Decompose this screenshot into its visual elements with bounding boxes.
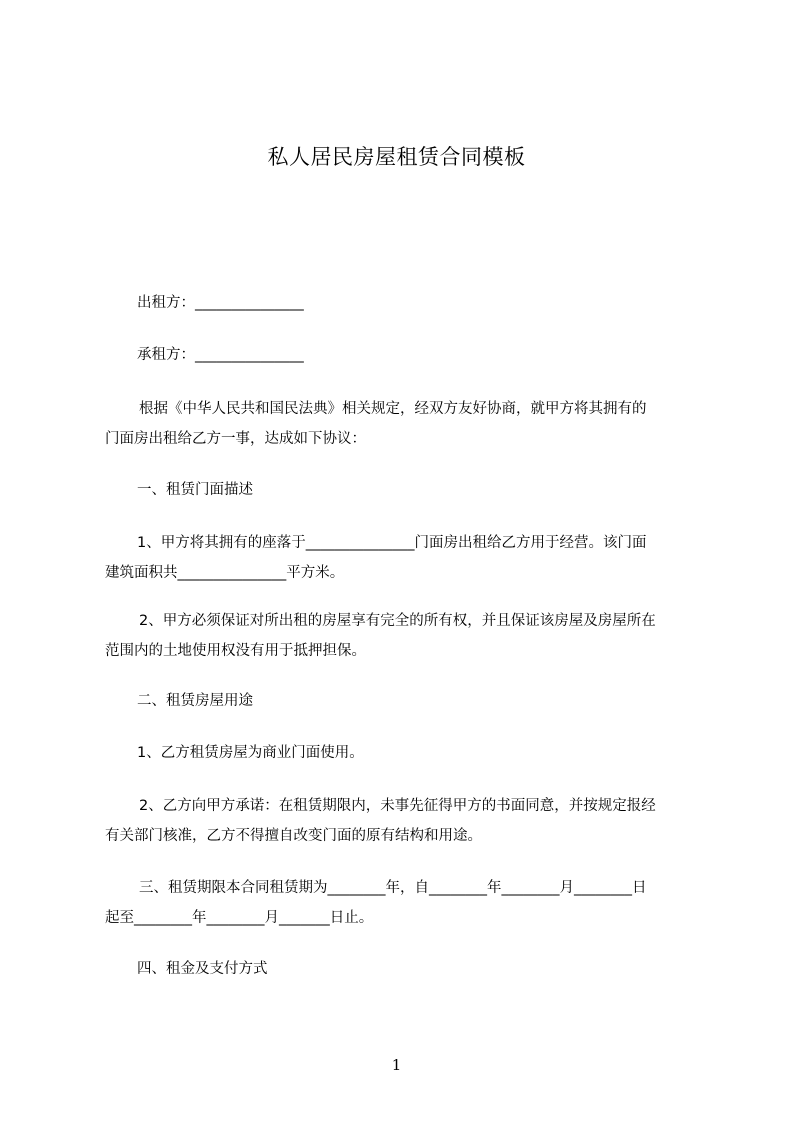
- intro-paragraph: [105, 394, 705, 454]
- lessor-line: 出租方：_______________: [137, 295, 304, 311]
- s1-p1-line-1: 1、甲方将其拥有的座落于_______________门面房出租给乙方用于经营。该门面: [137, 535, 647, 551]
- intro-line-1: 根据《中华人民共和国民法典》相关规定，经双方友好协商，就甲方将其拥有的: [139, 401, 647, 417]
- s1-p2-line-1: 2、甲方必须保证对所出租的房屋享有完全的所有权，并且保证该房屋及房屋所在: [139, 613, 656, 629]
- page-number: 1: [391, 1056, 402, 1074]
- section-3-paragraph: [105, 873, 705, 933]
- section-1-paragraph-2: [105, 606, 705, 666]
- s3-line-2: 起至________年________月_______日止。: [105, 910, 374, 926]
- section-2-heading: 二、租赁房屋用途: [137, 693, 253, 709]
- intro-line-2: 门面房出租给乙方一事，达成如下协议：: [105, 431, 366, 447]
- section-1-paragraph-1: [105, 528, 705, 588]
- section-2-paragraph-1: 1、乙方租赁房屋为商业门面使用。: [137, 745, 364, 761]
- s3-line-1: 三、租赁期限本合同租赁期为________年，自________年________月________日: [139, 880, 647, 896]
- s1-p1-line-2: 建筑面积共_______________平方米。: [105, 565, 345, 581]
- s1-p2-line-2: 范围内的土地使用权没有用于抵押担保。: [105, 643, 366, 659]
- section-1-heading: 一、租赁门面描述: [137, 482, 253, 498]
- s2-p2-line-1: 2、乙方向甲方承诺：在租赁期限内，未事先征得甲方的书面同意，并按规定报经: [139, 798, 656, 814]
- section-2-paragraph-2: [105, 791, 705, 851]
- section-4-heading: 四、租金及支付方式: [137, 961, 268, 977]
- lessee-line: 承租方：_______________: [137, 347, 304, 363]
- s2-p2-line-2: 有关部门核准，乙方不得擅自改变门面的原有结构和用途。: [105, 828, 482, 844]
- document-title: 私人居民房屋租赁合同模板: [267, 145, 526, 169]
